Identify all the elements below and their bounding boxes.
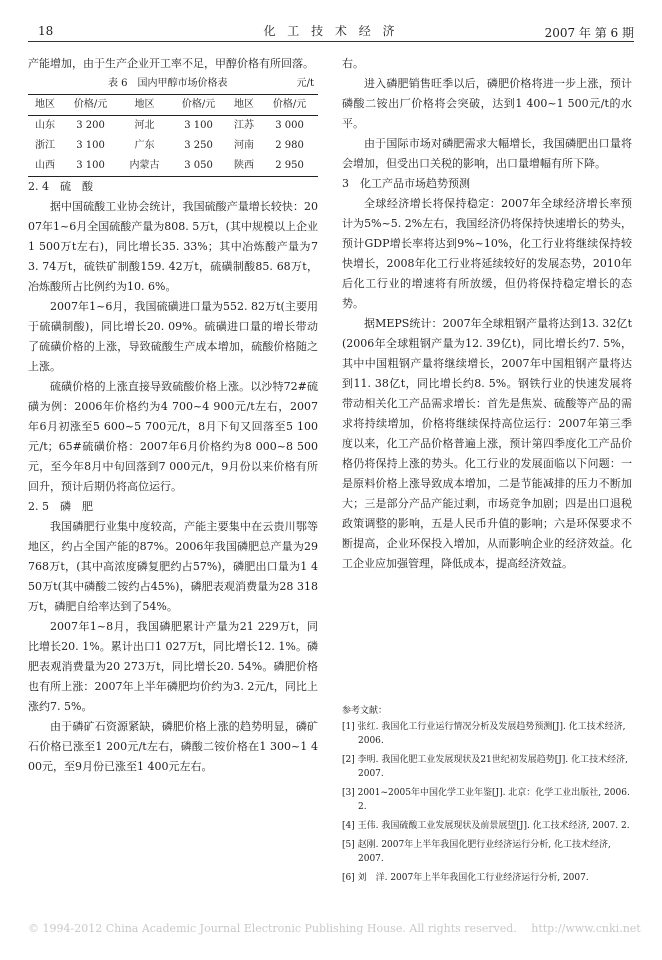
table-cell: 3 100 xyxy=(184,120,213,131)
references-title: 参考文献： xyxy=(342,706,388,716)
paragraph-continuation: 右。 xyxy=(342,57,364,70)
table-cell: 内蒙古 xyxy=(119,156,170,177)
paragraph: 由于国际市场对磷肥需求大幅增长，我国磷肥出口量将会增加，但受出口关税的影响，出口量增幅有所下降。 xyxy=(342,137,632,170)
paragraph: 2007年1~6月，我国硫磺进口量为552. 82万t(主要用于硫磺制酸)，同比增长20. 09%。硫磺进口量的增长带动了硫磺价格的上涨，导致硫酸生产成本增加，硫酸价格随之上涨。 xyxy=(28,300,318,373)
page-number: 18 xyxy=(38,24,54,38)
table-cell: 3 100 xyxy=(62,156,119,177)
table-cell: 河北 xyxy=(134,120,155,131)
right-column xyxy=(342,54,632,574)
paragraph: 硫磺价格的上涨直接导致硫酸价格上涨。以沙特72#硫磺为例：2006年价格约为4 700~4 900元/t左右，2007年6月初涨至5 600~5 700元/t，8月下旬又回落至5 100元/t；65#硫磺价格：2007年6月价格约为8 000~8 500元，至今年8月中旬回落到7 000元/t，9月份以来价格有所回升，预计后期仍将高位运行。 xyxy=(28,380,318,493)
price-table xyxy=(28,94,318,177)
journal-title: 化 工 技 术 经 济 xyxy=(263,24,399,38)
paragraph: 进入磷肥销售旺季以后，磷肥价格将进一步上涨，预计磷酸二铵出厂价格将会突破，达到1 400~1 500元/t的水平。 xyxy=(342,77,632,130)
issue-label: 2007 年 第 6 期 xyxy=(544,26,634,40)
table-header-cell: 价格/元 xyxy=(261,95,318,116)
table-unit: 元/t xyxy=(296,78,314,89)
table-caption: 表 6 国内甲醇市场价格表 xyxy=(108,78,228,89)
table-cell: 2 950 xyxy=(261,156,318,177)
reference-item: [5] 赵刚. 2007年上半年我国化肥行业经济运行分析, 化工技术经济, 2007. xyxy=(342,840,611,864)
section-2-5-heading: 2. 5 磷 肥 xyxy=(28,500,93,513)
section-3-heading: 3 化工产品市场趋势预测 xyxy=(342,177,470,190)
table-header-cell: 价格/元 xyxy=(62,95,119,116)
table-cell: 山东 xyxy=(35,120,56,131)
paragraph: 据MEPS统计：2007年全球粗钢产量将达到13. 32亿t(2006年全球粗钢产量为12. 39亿t)，同比增长约7. 5%，其中中国粗钢产量将继续增长，2007年中国粗钢产量将达到11. 38亿t，同比增长约8. 5%。钢铁行业的快速发展将带动相关化工产品需求增长：首先是焦炭、硫酸等产品的需求将持续增加，价格将继续保持高位运行：2007年第三季度以来，化工产品价格普遍上涨，预计第四季度化工产品价格仍将保持上涨的势头。化工行业的发展面临以下问题：一是原料价格上涨导致成本增加，二是节能减排的压力不断加大；三是部分产品产能过剩，市场竞争加剧；四是出口退税政策调整的影响，五是人民币升值的影响；六是环保要求不断提高，企业环保投入增加，从而影响企业的经济效益。化工企业应加强管理，降低成本，提高经济效益。 xyxy=(342,317,632,570)
reference-item: [3] 2001~2005年中国化学工业年鉴[J]. 北京：化学工业出版社, 2006. 2. xyxy=(342,788,630,812)
table-header-row xyxy=(28,95,318,116)
table-cell: 3 200 xyxy=(76,120,105,131)
intro-text: 产能增加，由于生产企业开工率不足，甲醇价格有所回落。 xyxy=(28,57,314,70)
header-rule xyxy=(28,41,634,42)
paragraph: 2007年1~8月，我国磷肥累计产量为21 229万t，同比增长20. 1%。累计出口1 027万t，同比增长12. 1%。磷肥表观消费量为20 273万t，同比增长20. 54%。磷肥价格也有所上涨：2007年上半年磷肥均价约为3. 2元/t，同比上涨约7. 5%。 xyxy=(28,620,318,713)
paragraph: 由于磷矿石资源紧缺，磷肥价格上涨的趋势明显，磷矿石价格已涨至1 200元/t左右，磷酸二铵价格在1 300~1 400元，至9月份已涨至1 400元左右。 xyxy=(28,720,318,773)
table-cell: 3 100 xyxy=(76,140,105,151)
table-cell: 3 050 xyxy=(170,156,227,177)
table-header-cell: 地区 xyxy=(28,95,62,116)
references xyxy=(342,704,634,890)
table-row xyxy=(28,136,318,156)
left-column xyxy=(28,54,318,777)
paragraph: 全球经济增长将保持稳定：2007年全球经济增长率预计为5%~5. 2%左右，我国经济仍将保持快速增长的势头，预计GDP增长率将达到9%~10%，化工行业将继续保持较快增长，2008年化工行业将延续较好的发展态势，2010年后化工行业的增速将有所放缓，但仍将保持稳定增长的态势。 xyxy=(342,197,632,310)
paragraph: 据中国硫酸工业协会统计，我国硫酸产量增长较快：2007年1~6月全国硫酸产量为808. 5万t，(其中规模以上企业1 500万t左右)，同比增长35. 33%；其中冶炼酸产量为73. 74万t，硫铁矿制酸159. 42万t，硫磺制酸85. 68万t，冶炼酸所占比例约为10. 6%。 xyxy=(28,200,318,293)
table-header-cell: 价格/元 xyxy=(170,95,227,116)
table-caption-row xyxy=(28,74,318,94)
table-cell: 江苏 xyxy=(234,120,255,131)
paragraph: 我国磷肥行业集中度较高，产能主要集中在云贵川鄂等地区，约占全国产能的87%。2006年我国磷肥总产量为29 768万t，(其中高浓度磷复肥约占57%)，磷肥出口量为1 450万t(其中磷酸二铵约占45%)，磷肥表观消费量为28 318万t，磷肥自给率达到了54%。 xyxy=(28,520,318,613)
table-row xyxy=(28,116,318,137)
table-cell: 山西 xyxy=(28,156,62,177)
table-cell: 浙江 xyxy=(35,140,56,151)
reference-item: [1] 张红. 我国化工行业运行情况分析及发展趋势预测[J]. 化工技术经济, 2006. xyxy=(342,722,626,746)
table-cell: 2 980 xyxy=(275,140,304,151)
reference-item: [4] 王伟. 我国硫酸工业发展现状及前景展望[J]. 化工技术经济, 2007. 2. xyxy=(342,821,630,831)
table-cell: 3 000 xyxy=(275,120,304,131)
table-cell: 陕西 xyxy=(227,156,261,177)
section-2-4-heading: 2. 4 硫 酸 xyxy=(28,180,93,193)
reference-item: [6] 刘 洋. 2007年上半年我国化工行业经济运行分析, 2007. xyxy=(342,873,589,883)
table-header-cell: 地区 xyxy=(227,95,261,116)
table-cell: 3 250 xyxy=(184,140,213,151)
table-cell: 河南 xyxy=(234,140,255,151)
reference-item: [2] 李明. 我国化肥工业发展现状及21世纪初发展趋势[J]. 化工技术经济, 2007. xyxy=(342,755,628,779)
table-cell: 广东 xyxy=(134,140,155,151)
table-header-cell: 地区 xyxy=(119,95,170,116)
table-row xyxy=(28,156,318,177)
copyright-footer: © 1994-2012 China Academic Journal Electronic Publishing House. All rights reserved. http://www.cnki.net xyxy=(28,922,641,935)
